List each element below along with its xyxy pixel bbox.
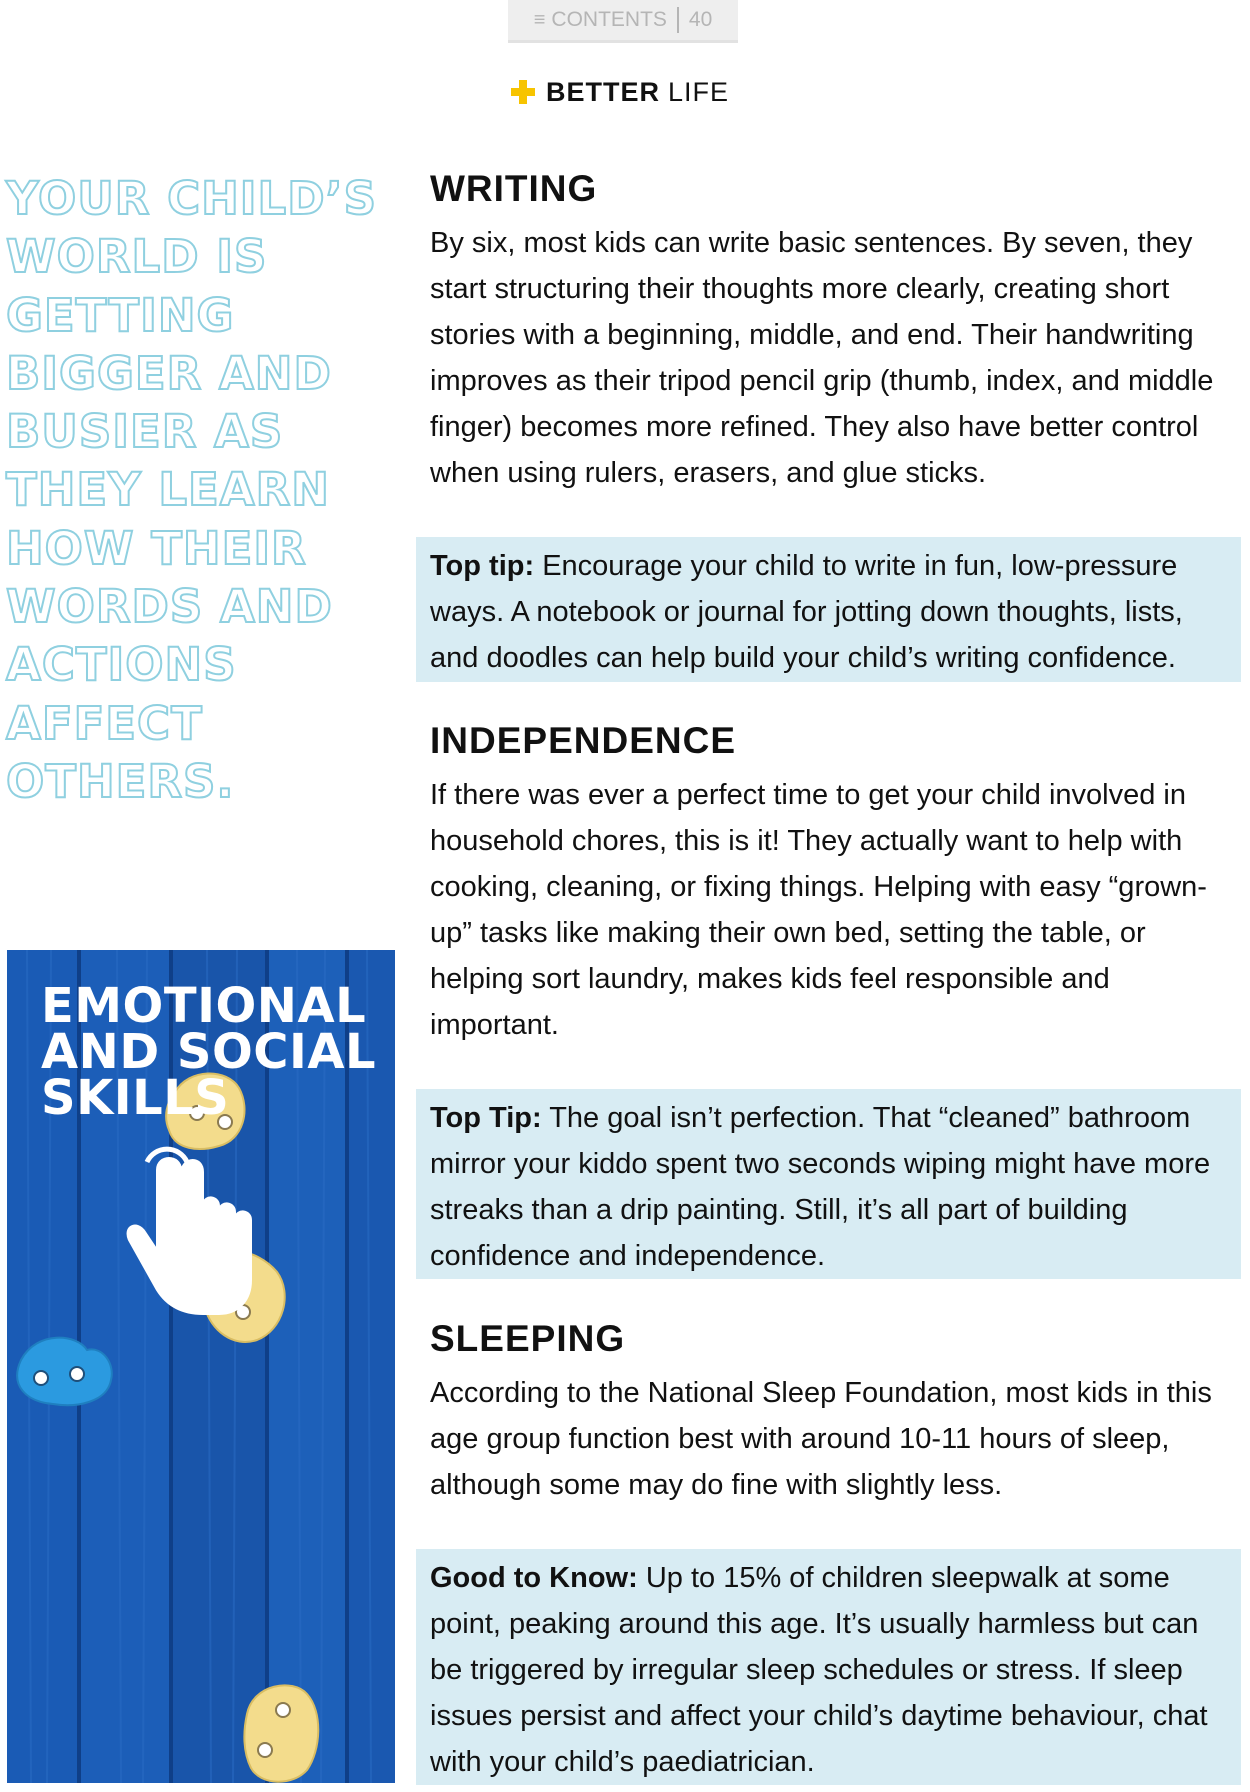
contents-divider (677, 7, 679, 33)
tip-box-independence (416, 1089, 1241, 1279)
plus-icon (510, 79, 536, 105)
pull-quote-line: OTHERS. (6, 754, 235, 808)
tip-box-writing (416, 537, 1241, 682)
menu-icon: ≡ (533, 8, 546, 31)
feature-card-title-line: SKILLS (41, 1070, 230, 1126)
pull-quote-line: BUSIER AS (6, 405, 284, 459)
tip-label: Good to Know: (430, 1562, 638, 1594)
pull-quote-line: HOW THEIR (6, 521, 307, 575)
pull-quote-line: BIGGER AND (6, 346, 332, 400)
climbing-hold (244, 1685, 318, 1781)
heading-sleeping: SLEEPING (430, 1318, 626, 1359)
tip-label: Top tip: (430, 550, 535, 582)
section-label-light: LIFE (668, 76, 730, 107)
pull-quote-line: GETTING (6, 288, 235, 342)
page-number: 40 (688, 8, 713, 31)
tip-text: Up to 15% of children sleepwalk at some point, peaking around this age. It’s usually harmless but can be triggered by irregular sleep schedules or stress. If sleep issues persist and affect your child’s daytime behaviour, chat with your child’s paediatrician. (430, 1562, 1208, 1778)
pull-quote-line: WORDS AND (6, 580, 333, 634)
feature-card-title (41, 978, 377, 1126)
tip-label: Top Tip: (430, 1102, 542, 1134)
body-writing: By six, most kids can write basic sentences. By seven, they start structuring their thoughts more clearly, creating short stories with a beginning, middle, and end. Their handwriting improves as their tripod pencil grip (thumb, index, and middle finger) becomes more refined. They also have better control when using rulers, erasers, and glue sticks. (430, 227, 1214, 489)
pull-quote-line: THEY LEARN (6, 463, 330, 517)
pull-quote-line: WORLD IS (6, 230, 268, 284)
pull-quote (6, 170, 401, 811)
tip-text: Encourage your child to write in fun, low-pressure ways. A notebook or journal for jotting down thoughts, lists, and doodles can help build your child’s writing confidence. (430, 550, 1183, 674)
section-label-bold: BETTER (546, 76, 660, 107)
tip-writing (430, 543, 1227, 681)
feature-card-title-line: AND SOCIAL (41, 1024, 377, 1080)
contents-label: CONTENTS (551, 8, 667, 31)
body-sleeping: According to the National Sleep Foundation, most kids in this age group function best with around 10-11 hours of sleep, although some may do fine with slightly less. (430, 1377, 1212, 1501)
pull-quote-line: ACTIONS (6, 638, 237, 692)
section-label (510, 74, 729, 110)
pull-quote-line: YOUR CHILD’S (6, 172, 378, 225)
heading-writing: WRITING (430, 168, 598, 209)
tip-box-sleeping (416, 1549, 1241, 1785)
pull-quote-line: AFFECT (6, 696, 203, 750)
feature-card-title-line: EMOTIONAL (41, 978, 367, 1034)
tip-sleeping (430, 1555, 1227, 1785)
heading-independence: INDEPENDENCE (430, 720, 736, 761)
tip-text: The goal isn’t perfection. That “cleaned” bathroom mirror your kiddo spent two seconds wiping might have more streaks than a drip painting. Still, it’s all part of building confidence and independence. (430, 1102, 1211, 1272)
feature-card-emotional-social-skills[interactable] (7, 950, 395, 1783)
contents-tab[interactable] (508, 0, 738, 43)
body-independence: If there was ever a perfect time to get your child involved in household chores, this is it! They actually want to help with cooking, cleaning, or fixing things. Helping with easy “grown-up” tasks like making their own bed, setting the table, or helping sort laundry, makes kids feel responsible and important. (430, 779, 1207, 1041)
tip-independence (430, 1095, 1227, 1279)
